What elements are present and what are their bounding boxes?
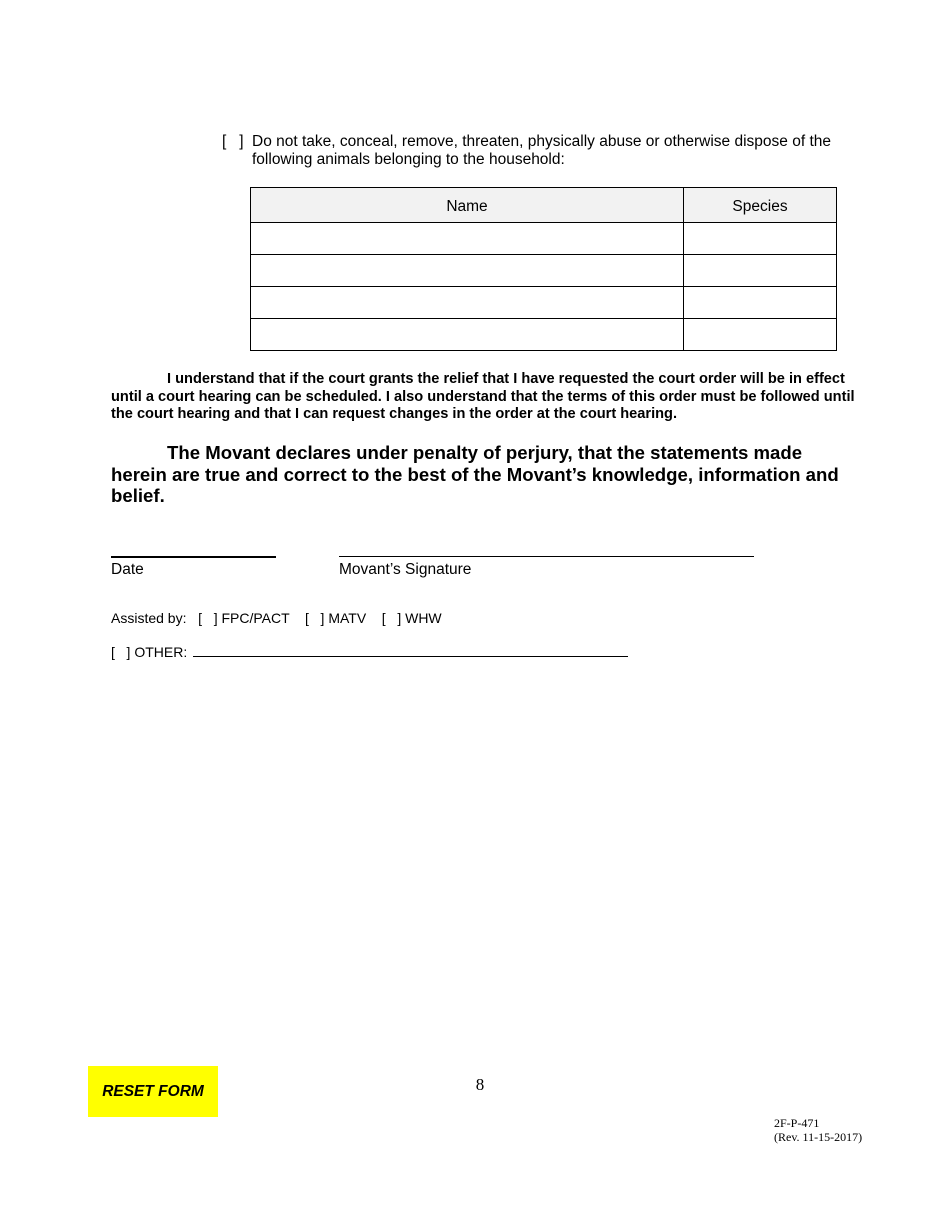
signature-field-line[interactable]: [339, 556, 754, 557]
table-row: [251, 223, 837, 255]
reset-form-button[interactable]: RESET FORM: [88, 1066, 218, 1117]
form-revision: (Rev. 11-15-2017): [774, 1130, 863, 1144]
animal-species-cell[interactable]: [684, 223, 837, 255]
perjury-declaration: The Movant declares under penalty of perjury, that the statements made herein are true and correct to the best of the Movant’s knowledge, information and belief.: [111, 442, 839, 506]
form-code: 2F-P-471: [774, 1116, 820, 1130]
animal-name-cell[interactable]: [251, 287, 684, 319]
table-row: [251, 319, 837, 351]
other-row: [111, 644, 628, 660]
matv-checkbox[interactable]: [ ] MATV: [305, 610, 367, 626]
table-header-row: [251, 188, 837, 223]
whw-checkbox[interactable]: [ ] WHW: [381, 610, 442, 626]
page-number: 8: [475, 1075, 485, 1094]
animal-species-cell[interactable]: [684, 319, 837, 351]
animals-instruction-text: Do not take, conceal, remove, threaten, physically abuse or otherwise dispose of the following animals belonging to the household:: [252, 133, 831, 168]
animal-name-cell[interactable]: [251, 319, 684, 351]
animal-name-cell[interactable]: [251, 255, 684, 287]
other-checkbox[interactable]: [ ] OTHER:: [111, 644, 188, 660]
date-field-line[interactable]: [111, 556, 276, 558]
fpc-pact-checkbox[interactable]: [ ] FPC/PACT: [198, 610, 290, 626]
name-column-header: Name: [251, 188, 684, 223]
table-row: [251, 287, 837, 319]
assisted-by-label: Assisted by:: [111, 610, 187, 626]
date-label: Date: [111, 561, 144, 578]
animals-checkbox[interactable]: [ ]: [222, 133, 244, 150]
species-column-header: Species: [684, 188, 837, 223]
animal-species-cell[interactable]: [684, 287, 837, 319]
signature-label: Movant’s Signature: [339, 561, 472, 578]
animal-species-cell[interactable]: [684, 255, 837, 287]
animal-name-cell[interactable]: [251, 223, 684, 255]
assisted-by-row: [111, 610, 442, 626]
form-identifier: [774, 1116, 862, 1144]
understanding-paragraph: I understand that if the court grants the relief that I have requested the court order will be in effect until a court hearing can be scheduled. I also understand that the terms of this order must be followed until the court hearing and that I can request changes in the order at the court hearing.: [111, 371, 855, 422]
other-text-field[interactable]: [193, 644, 628, 657]
table-row: [251, 255, 837, 287]
animals-table: [250, 187, 837, 351]
